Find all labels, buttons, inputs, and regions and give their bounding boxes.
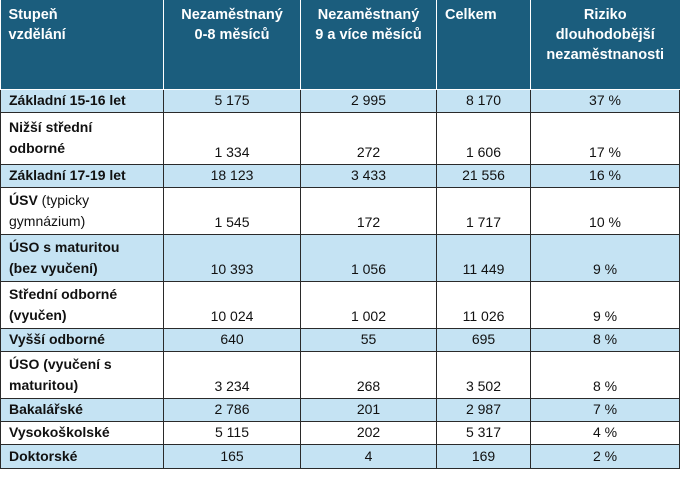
risk-cell: 2 % (531, 444, 680, 468)
table-row (1, 164, 680, 187)
unemployed-0-8-cell: 18 123 (164, 164, 301, 187)
total-cell: 21 556 (437, 164, 531, 187)
total-cell: 695 (437, 328, 531, 351)
risk-cell: 17 % (531, 112, 680, 164)
unemployed-0-8-cell: 10 024 (164, 281, 301, 328)
total-cell: 3 502 (437, 351, 531, 398)
row-label (1, 351, 164, 398)
header-line: Celkem (445, 7, 497, 23)
risk-cell: 10 % (531, 187, 680, 234)
header-line: dlouhodobější (555, 27, 655, 43)
table-row (1, 444, 680, 468)
row-label (1, 89, 164, 112)
unemployed-9-plus-cell: 55 (301, 328, 437, 351)
row-label-note: (typicky gymnázium) (9, 191, 90, 229)
row-label-line: odborné (9, 140, 65, 156)
header-line: Nezaměstnaný (181, 7, 283, 23)
row-label-line: Střední odborné (9, 285, 118, 302)
unemployed-9-plus-cell: 202 (301, 421, 437, 444)
row-label-line: ÚSO s maturitou (9, 238, 120, 255)
unemployed-0-8-cell: 1 545 (164, 187, 301, 234)
row-label (1, 112, 164, 164)
row-label-line: Základní 15-16 let (9, 92, 126, 108)
risk-cell: 8 % (531, 351, 680, 398)
header-unemployed-0-8 (164, 0, 301, 89)
total-cell: 2 987 (437, 398, 531, 421)
table-row (1, 112, 680, 164)
unemployed-9-plus-cell: 3 433 (301, 164, 437, 187)
row-label-line: (bez vyučení) (9, 259, 98, 276)
total-cell: 169 (437, 444, 531, 468)
table-row (1, 89, 680, 112)
row-label (1, 328, 164, 351)
unemployed-9-plus-cell: 201 (301, 398, 437, 421)
row-label-line: (vyučen) (9, 306, 67, 323)
total-cell: 11 026 (437, 281, 531, 328)
row-label-line: Základní 17-19 let (9, 167, 126, 183)
unemployed-9-plus-cell: 4 (301, 444, 437, 468)
header-line: Riziko (583, 7, 627, 23)
table-row (1, 281, 680, 328)
unemployed-0-8-cell: 2 786 (164, 398, 301, 421)
row-label-line: Nižší střední (9, 119, 93, 135)
row-label (1, 398, 164, 421)
risk-cell: 16 % (531, 164, 680, 187)
row-label-line: Doktorské (9, 447, 78, 464)
risk-cell: 8 % (531, 328, 680, 351)
row-label (1, 421, 164, 444)
risk-cell: 37 % (531, 89, 680, 112)
risk-cell: 7 % (531, 398, 680, 421)
header-education-level (1, 0, 164, 89)
risk-cell: 4 % (531, 421, 680, 444)
unemployed-0-8-cell: 640 (164, 328, 301, 351)
header-line: nezaměstnanosti (546, 47, 665, 63)
row-label (1, 234, 164, 281)
header-line: 0-8 měsíců (194, 27, 270, 43)
row-label (1, 164, 164, 187)
unemployed-0-8-cell: 10 393 (164, 234, 301, 281)
unemployed-9-plus-cell: 1 056 (301, 234, 437, 281)
header-line: Stupeň (8, 7, 58, 23)
row-label-line: Bakalářské (9, 401, 83, 417)
row-label (1, 444, 164, 468)
header-unemployed-9-plus (301, 0, 437, 89)
unemployed-9-plus-cell: 272 (301, 112, 437, 164)
total-cell: 1 717 (437, 187, 531, 234)
table-row (1, 234, 680, 281)
unemployed-9-plus-cell: 268 (301, 351, 437, 398)
risk-cell: 9 % (531, 281, 680, 328)
row-label (1, 281, 164, 328)
row-label-line: Vyšší odborné (9, 331, 105, 347)
table-row (1, 187, 680, 234)
unemployed-0-8-cell: 5 175 (164, 89, 301, 112)
row-label-line: maturitou) (9, 376, 79, 393)
unemployed-0-8-cell: 165 (164, 444, 301, 468)
table-row (1, 328, 680, 351)
header-risk (531, 0, 680, 89)
total-cell: 11 449 (437, 234, 531, 281)
row-label-line: ÚSO (vyučení s (9, 355, 112, 372)
total-cell: 5 317 (437, 421, 531, 444)
unemployed-9-plus-cell: 172 (301, 187, 437, 234)
row-label-line: Vysokoškolské (9, 424, 110, 440)
table-row (1, 398, 680, 421)
unemployed-0-8-cell: 1 334 (164, 112, 301, 164)
total-cell: 8 170 (437, 89, 531, 112)
unemployed-0-8-cell: 3 234 (164, 351, 301, 398)
table-row (1, 421, 680, 444)
table-row (1, 351, 680, 398)
risk-cell: 9 % (531, 234, 680, 281)
unemployed-9-plus-cell: 2 995 (301, 89, 437, 112)
unemployed-9-plus-cell: 1 002 (301, 281, 437, 328)
total-cell: 1 606 (437, 112, 531, 164)
row-label-line: ÚSV (9, 191, 38, 208)
unemployed-0-8-cell: 5 115 (164, 421, 301, 444)
header-line: vzdělání (8, 27, 66, 43)
header-total (437, 0, 531, 89)
header-row (1, 0, 680, 89)
header-line: Nezaměstnaný (317, 7, 420, 23)
row-label (1, 187, 164, 234)
header-line: 9 a více měsíců (315, 27, 422, 43)
